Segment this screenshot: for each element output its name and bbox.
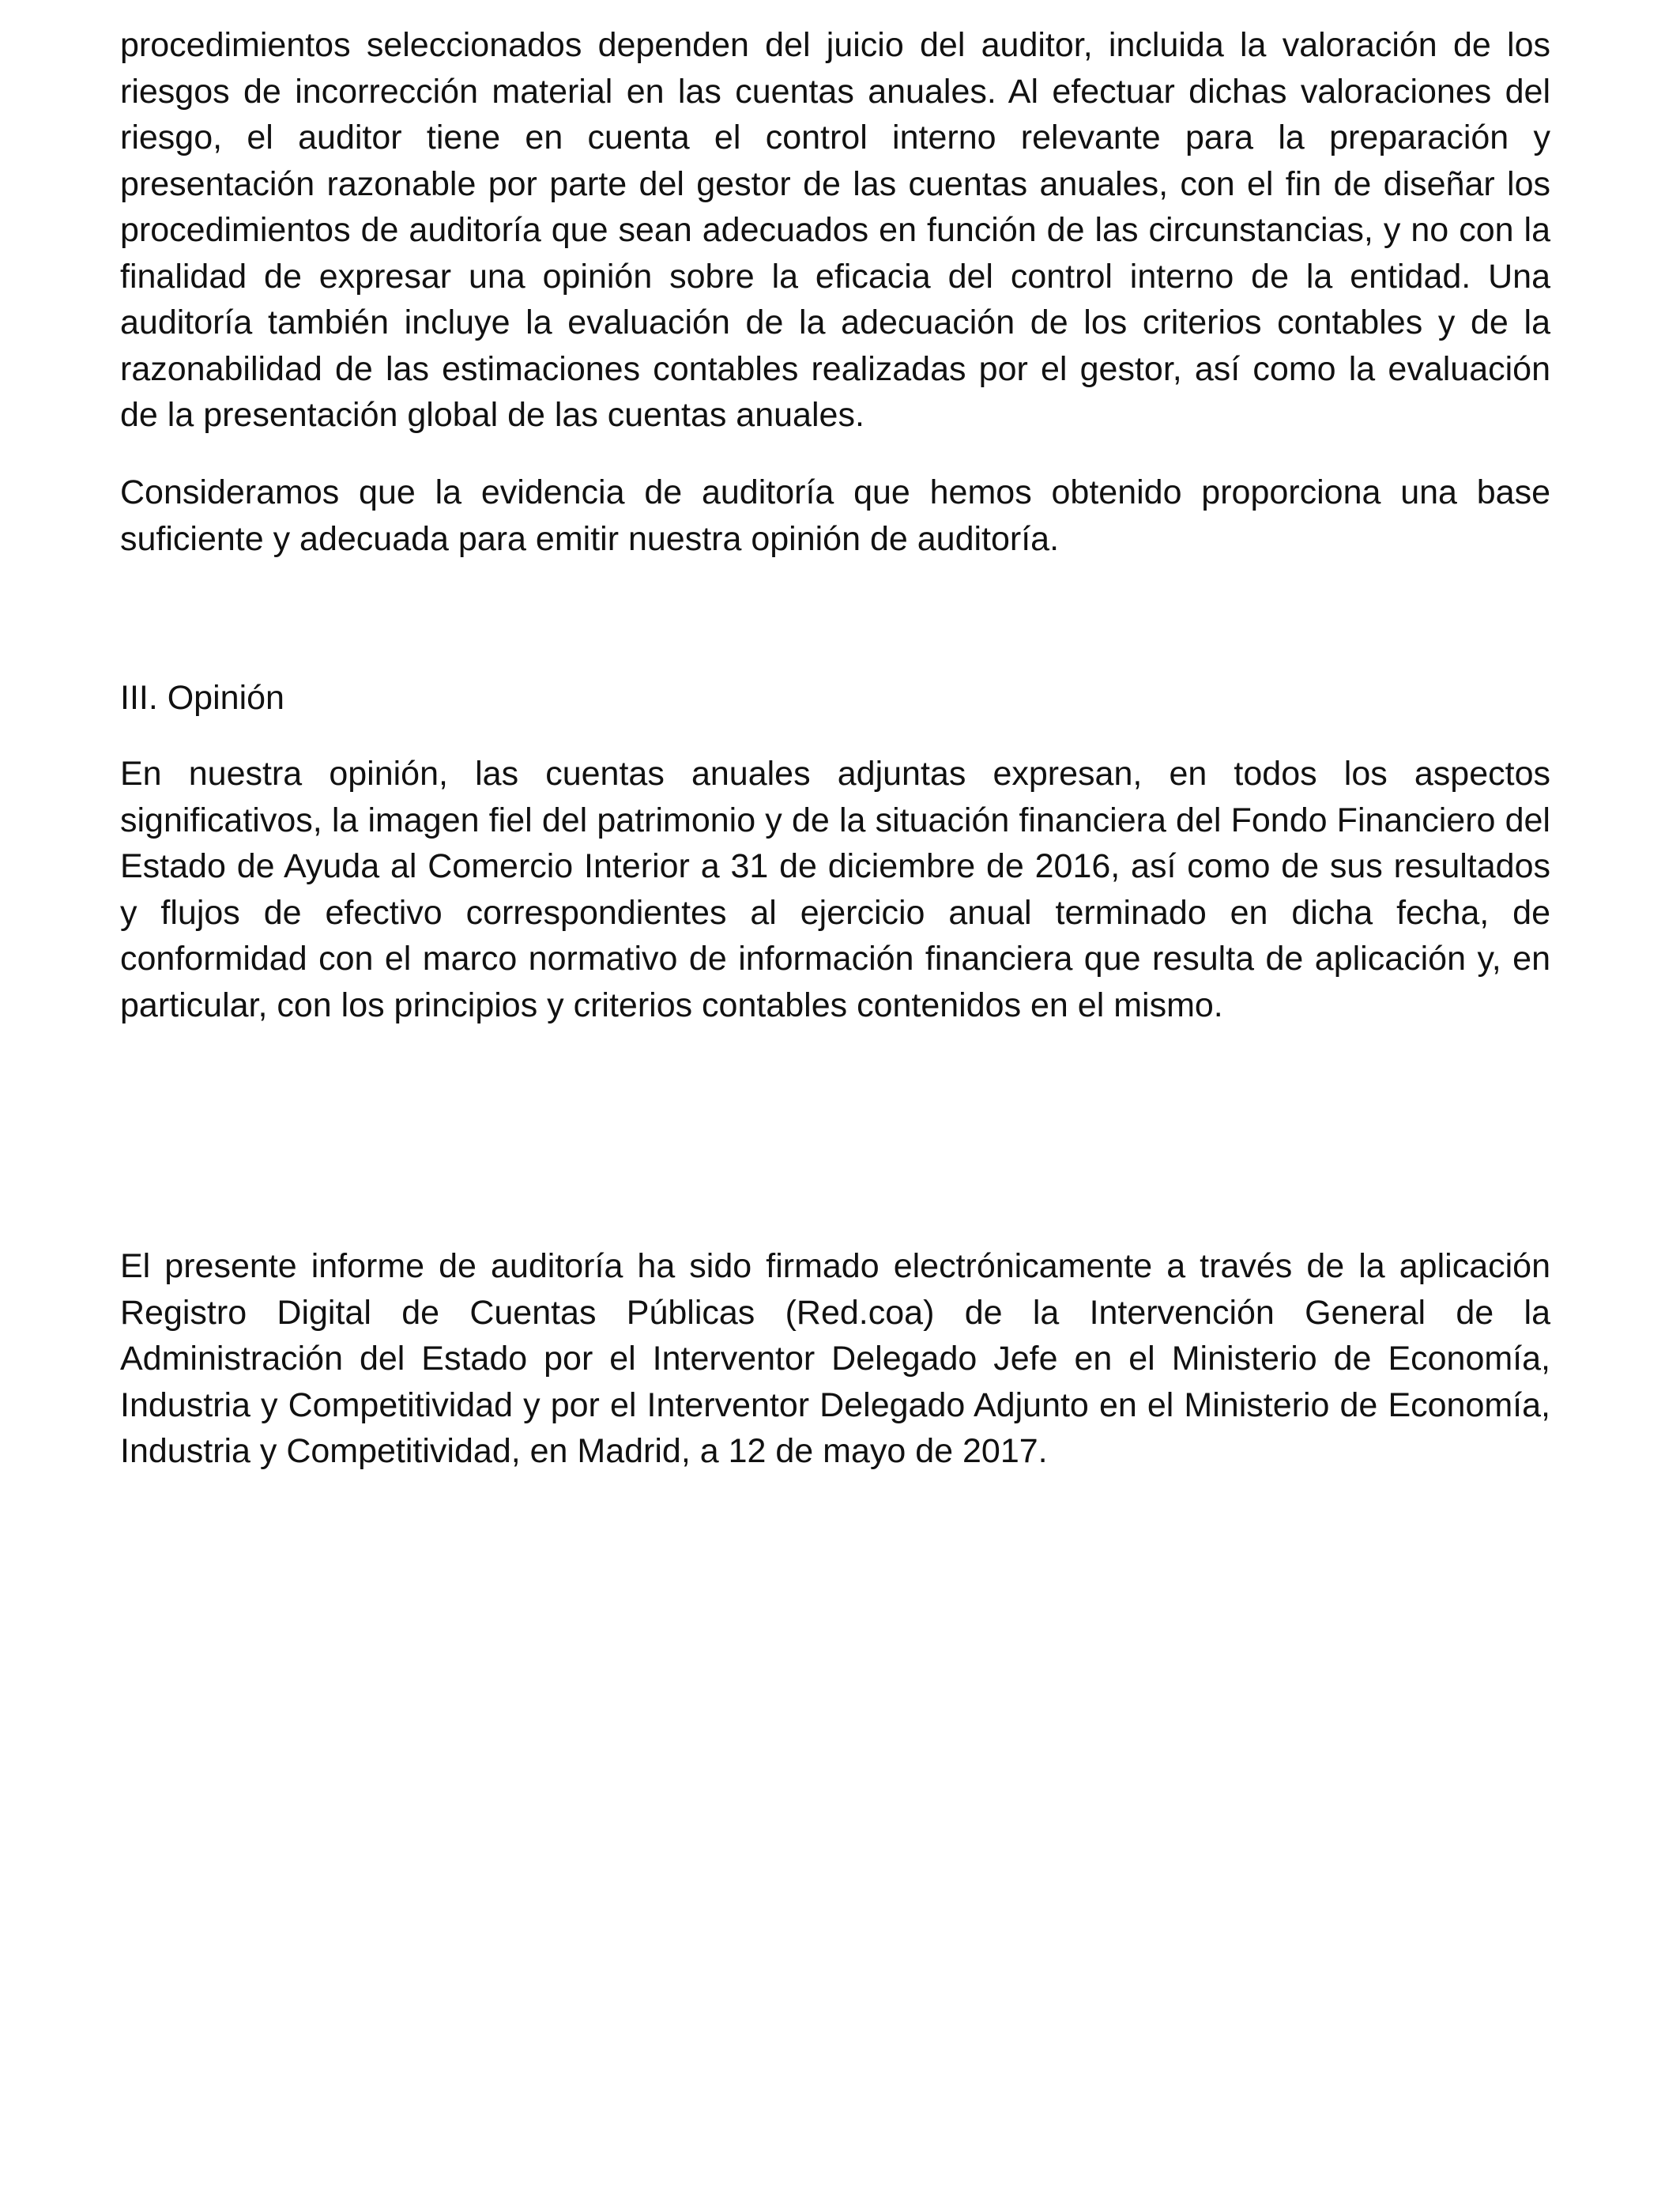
opinion-paragraph: En nuestra opinión, las cuentas anuales adjuntas expresan, en todos los aspectos significativos, la imagen fiel del patrimonio y de la situación financiera del Fondo Financiero del Estado de Ayuda al Comercio Interior a 31 de diciembre de 2016, así como de sus resultados y flujos de efectivo correspondientes al ejercicio anual terminado en dicha fecha, de conformidad con el marco normativo de información financiera que resulta de aplicación y, en particular, con los principios y criterios contables contenidos en el mismo. bbox=[120, 755, 1550, 1024]
audit-procedures-paragraph: procedimientos seleccionados dependen del juicio del auditor, incluida la valoración de los riesgos de incorrección material en las cuentas anuales. Al efectuar dichas valoraciones del riesgo, el auditor tiene en cuenta el control interno relevante para la preparación y presentación razonable por parte del gestor de las cuentas anuales, con el fin de diseñar los procedimientos de auditoría que sean adecuados en función de las circunstancias, y no con la finalidad de expresar una opinión sobre la eficacia del control interno de la entidad. Una auditoría también incluye la evaluación de la adecuación de los criterios contables y de la razonabilidad de las estimaciones contables realizadas por el gestor, así como la evaluación de la presentación global de las cuentas anuales. bbox=[120, 26, 1550, 434]
audit-evidence-paragraph: Consideramos que la evidencia de auditoría que hemos obtenido proporciona una base suficiente y adecuada para emitir nuestra opinión de auditoría. bbox=[120, 473, 1550, 558]
opinion-section-heading: III. Opinión bbox=[120, 679, 284, 717]
electronic-signature-paragraph: El presente informe de auditoría ha sido firmado electrónicamente a través de la aplicación Registro Digital de Cuentas Públicas (Red.coa) de la Intervención General de la Administración del Estado por el Interventor Delegado Jefe en el Ministerio de Economía, Industria y Competitividad y por el Interventor Delegado Adjunto en el Ministerio de Economía, Industria y Competitividad, en Madrid, a 12 de mayo de 2017. bbox=[120, 1247, 1550, 1470]
